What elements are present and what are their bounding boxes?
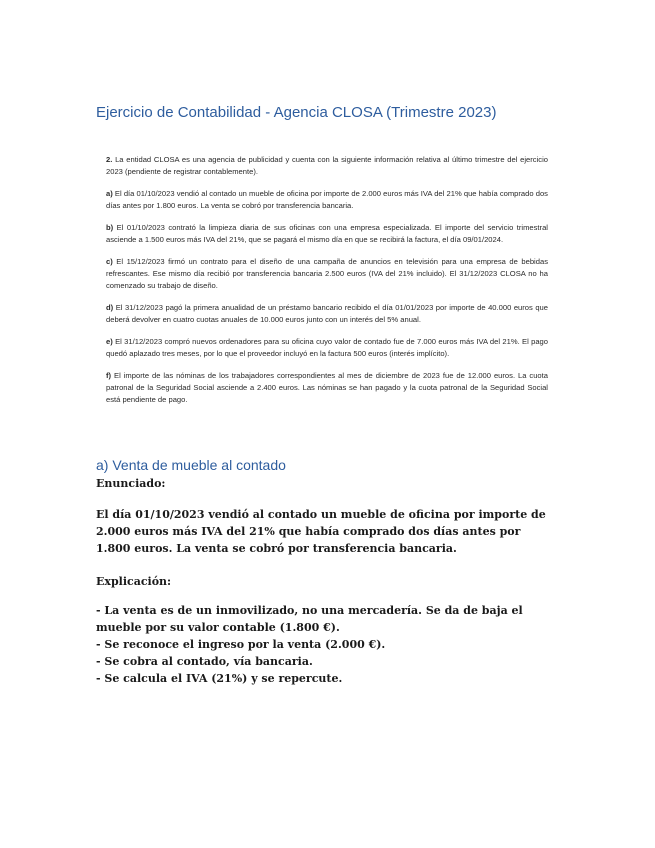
item-text: El 31/12/2023 pagó la primera anualidad de un préstamo bancario recibido el día 01/01/2023 por importe de 40.000 euros que deberá devolver en cuatro cuotas anuales de 10.000 euros junto con un interés del 5% anual.	[106, 303, 548, 324]
item-b	[106, 222, 548, 246]
item-text: El 31/12/2023 compró nuevos ordenadores para su oficina cuyo valor de contado fue de 7.000 euros más IVA del 21%. El pago quedó aplazado tres meses, por lo que el proveedor incluyó en la factura 500 euros (interés implícito).	[106, 337, 548, 358]
list-item: - La venta es de un inmovilizado, no una mercadería. Se da de baja el mueble por su valor contable (1.800 €).	[96, 604, 523, 634]
item-text: El 01/10/2023 contrató la limpieza diaria de sus oficinas con una empresa especializada. El importe del servicio trimestral asciende a 1.500 euros más IVA del 21%, que se pagará el mismo día en que se recibirá la factura, el día 09/01/2024.	[106, 223, 548, 244]
document-title: Ejercicio de Contabilidad - Agencia CLOSA (Trimestre 2023)	[96, 104, 497, 121]
list-item: - Se reconoce el ingreso por la venta (2.000 €).	[96, 638, 386, 651]
intro-number: 2.	[106, 155, 113, 164]
item-letter: c)	[106, 257, 113, 266]
explanation-list	[96, 602, 556, 687]
intro-text: La entidad CLOSA es una agencia de publicidad y cuenta con la siguiente información relativa al último trimestre del ejercicio 2023 (pendiente de registrar contablemente).	[106, 155, 548, 176]
item-d	[106, 302, 548, 326]
item-text: El 15/12/2023 firmó un contrato para el diseño de una campaña de anuncios en televisión para una empresa de bebidas refrescantes. Ese mismo día recibió por transferencia bancaria 2.500 euros (IVA del 21% incluido). El 31/12/2023 CLOSA no ha comenzado su trabajo de diseño.	[106, 257, 548, 290]
item-text: El día 01/10/2023 vendió al contado un mueble de oficina por importe de 2.000 euros más IVA del 21% que había comprado dos días antes por 1.800 euros. La venta se cobró por transferencia bancaria.	[106, 189, 548, 210]
enunciado-statement: El día 01/10/2023 vendió al contado un mueble de oficina por importe de 2.000 euros más IVA del 21% que había comprado dos días antes por 1.800 euros. La venta se cobró por transferencia bancaria.	[96, 508, 546, 555]
item-e	[106, 336, 548, 360]
list-item: - Se cobra al contado, vía bancaria.	[96, 655, 313, 668]
item-f	[106, 370, 548, 406]
section-body	[96, 475, 556, 687]
item-letter: f)	[106, 371, 112, 380]
section-heading: a) Venta de mueble al contado	[96, 457, 286, 473]
embedded-exercise-text	[106, 154, 548, 416]
enunciado-label: Enunciado:	[96, 477, 166, 490]
intro-paragraph	[106, 154, 548, 178]
item-a	[106, 188, 548, 212]
item-text: El importe de las nóminas de los trabajadores correspondientes al mes de diciembre de 2023 fue de 12.000 euros. La cuota patronal de la Seguridad Social asciende a 2.400 euros. Las nóminas se han pagado y la cuota patronal de la Seguridad Social está pendiente de pago.	[106, 371, 548, 404]
item-letter: e)	[106, 337, 113, 346]
explicacion-label: Explicación:	[96, 575, 172, 588]
list-item: - Se calcula el IVA (21%) y se repercute.	[96, 672, 343, 685]
item-letter: b)	[106, 223, 114, 232]
item-c	[106, 256, 548, 292]
item-letter: a)	[106, 189, 113, 198]
item-letter: d)	[106, 303, 114, 312]
